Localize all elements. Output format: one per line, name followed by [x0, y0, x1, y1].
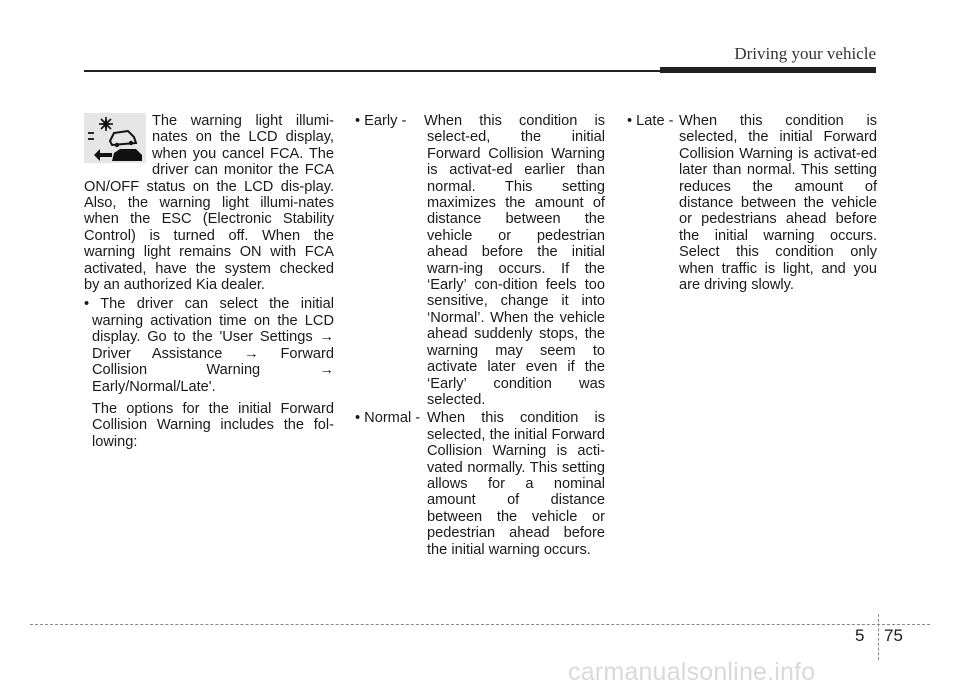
fca-warning-light-description: The warning light illumi-nates on the LCD display, when you cancel FCA. The driver can monitor the FCA ON/OFF status on the LCD dis-play. Also, the warning light illumi-nates when the ESC (Electronic Stability Control) is turned off. When the warning light remains ON with FCA activated, have the system checked by an authorized Kia dealer. [84, 113, 334, 294]
column-left [84, 113, 334, 450]
fca-warning-light-icon [84, 113, 146, 163]
header-rule-thin [84, 70, 660, 72]
option-normal [355, 410, 605, 558]
watermark-text: carmanualsonline.info [568, 658, 816, 686]
option-early [355, 113, 605, 408]
column-middle [355, 113, 605, 560]
option-late-text: When this condition is selected, the initial Forward Collision Warning is activat-ed later than normal. This setting reduces the amount of distance between the vehicle or pedestrians ahead before the initial warning occurs. Select this condition only when traffic is light, and you are driving slowly. [679, 113, 877, 294]
section-number: 5 [855, 626, 865, 645]
option-normal-text: When this condition is selected, the initial Forward Collision Warning is acti-vated normally. This setting allows for a nominal amount of distance between the vehicle or pedestrian ahead before the initial warning occurs. [427, 410, 605, 558]
bullet-activation-time: • The driver can select the initial warning activation time on the LCD display. Go to the 'User Settings → Driver Assistance → Forward Collision Warning → Early/Normal/Late'. [84, 296, 334, 395]
footer-page-divider [878, 614, 879, 660]
option-normal-label: • Normal - [355, 410, 425, 427]
column-right [627, 113, 877, 295]
options-intro: The options for the initial Forward Collision Warning includes the fol-lowing: [92, 400, 334, 450]
page-header-title: Driving your vehicle [734, 44, 876, 63]
footer-dashed-rule [30, 624, 930, 625]
option-early-text: When this condition is select-ed, the initial Forward Collision Warning is activat-ed earlier than normal. This setting maximizes the amount of distance between the vehicle or pedestrian ahead before the initial warn-ing occurs. If the ‘Early’ con-dition feels too sensitive, change it into ‘Normal’. When the vehicle ahead suddenly stops, the warning may seem to activate later even if the ‘Early’ condition was selected. [424, 113, 605, 408]
header-rule-thick [660, 67, 876, 73]
page-number: 75 [884, 626, 903, 645]
option-late [627, 113, 877, 293]
option-early-label: • Early - [355, 113, 411, 129]
option-late-label: • Late - [627, 113, 678, 129]
